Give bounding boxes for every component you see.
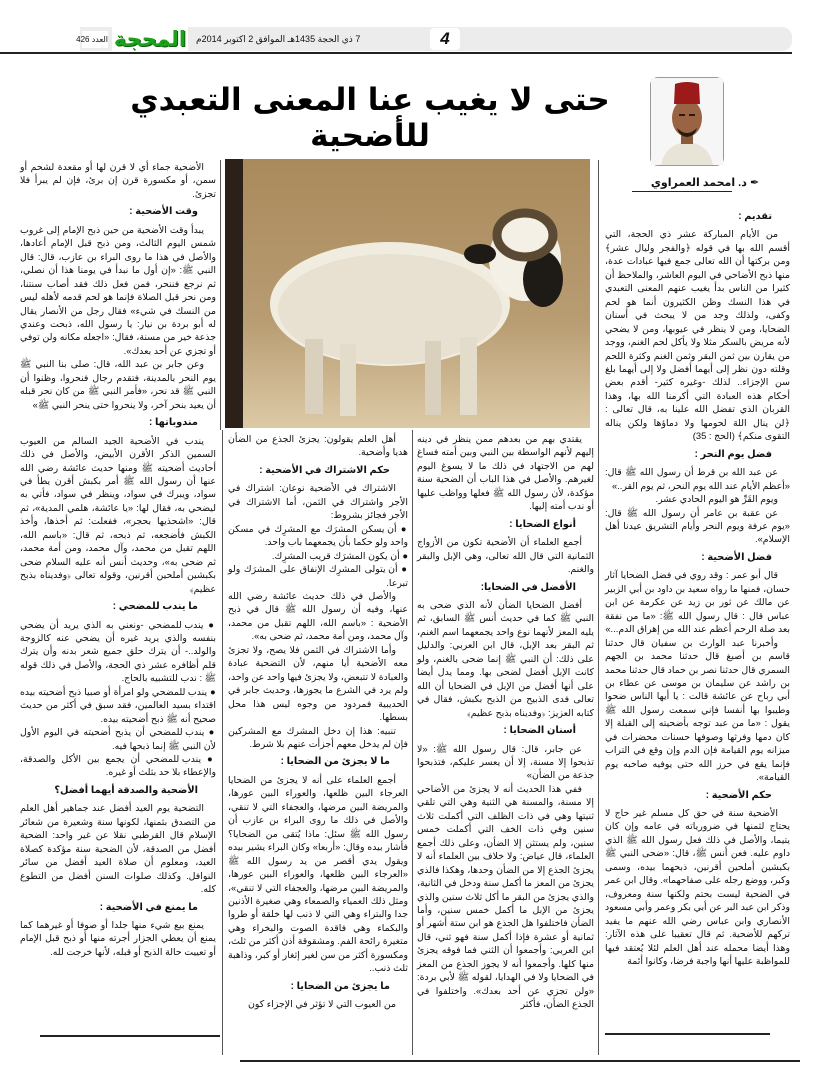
- paragraph: والأصل في ذلك حديث عائشة رضي الله عنها، وفيه أن رسول الله ﷺ قال في ذبح الأضحية : «باسم الله، اللهم تقبل من محمد، وآل محمد، ومن أمة محمد، ثم ضحى به».: [228, 589, 408, 642]
- paragraph: يبدأ وقت الأضحية من حين ذبح الإمام إلى غروب شمس اليوم الثالث، ومن ذبح قبل الإمام أعادها، والأصل في هذا ما روى البراء بن عازب، قال: قال النبي ﷺ: «إن أول ما نبدأ في يومنا هذا أن نصلي، ثم نرجع فننحر، فمن فعل ذلك فقد أصاب سنتنا، ومن نحر قبل الصلاة فإنما هو لحم قدمه لأهله ليس من النسك في شيء» فقال رجل من الأنصار يقال له أبو بردة بن نيار: يا رسول الله، ذبحت وعندي جذعة خير من مسنة، فقال: «اجعله مكانه ولن توفي أو تجزي عن أحد بعدك».: [20, 223, 216, 356]
- author-byline: [620, 176, 790, 189]
- paragraph: يندب في الأضحية الجيد السالم من العيوب السمين الذكر الأقرن الأبيض، والأصل في ذلك أحاديث أضحيته ﷺ ومنها حديث عائشة رضي الله عنها أن رسول الله ﷺ أمر بكبش أقرن يطأ في سواد، ويبرك في سواد، وينظر في سواد، فأتي به ليضحي به، فقال لها: «يا عائشة، هلمي المدية»، ثم قال: «اشحذيها بحجر»، ففعلت: ثم أخذها، وأخذ الكبش فأضجعه، ثم ذبحه، ثم قال: «باسم الله، اللهم تقبل من محمد، وآل محمد، ومن أمة محمد، ثم ضحى به»، وحديث أنس أنه عليه السلام ضحى بكبشين أملحين أقرنين، وقوله تعالى ﴿وفديناه بذبح عظيم﴾: [20, 434, 216, 594]
- section-heading: الأضحية والصدقة أيهما أفضل؟: [54, 784, 198, 796]
- section-heading: ما يجزئ من الضحايا :: [290, 980, 390, 992]
- section-heading: تقديم :: [738, 211, 772, 222]
- article-column-3: [228, 432, 408, 1052]
- paragraph: أفضل الضحايا الضأن لأنه الذي ضحى به النبي ﷺ كما في حديث أنس ﷺ السابق، ثم يليه المعز لأنهما نوع واحد يجمعهما اسم الغنم، ثم البقر بعد الإبل، قال ابن العربي: والدليل على ذلك: أن النبي ﷺ إنما ضحى بالغنم، ولو كانت الإبل أفضل لضحى بها. ومما يدل أيضا على أنها أفضل من الإبل في الضحايا أن الله تعالى فدى الذبيح من الذبح بكبش، فقال في كتابه العزيز: ﴿وفديناه بذبح عظيم﴾: [417, 598, 594, 718]
- section-heading: ما يندب للمضحي :: [112, 601, 198, 613]
- page-number: 4: [430, 28, 460, 50]
- paragraph: عن عبد الله بن قرط أن رسول الله ﷺ قال: «أعظم الأيام عند الله يوم النحر، ثم يوم القر..»: [605, 466, 790, 491]
- column-end-rule: [40, 1035, 220, 1037]
- section-heading: الأفضل في الضحايا:: [480, 581, 576, 593]
- article-title: حتى لا يغيب عنا المعنى التعبدي للأضحية: [130, 82, 610, 154]
- paragraph: وأما الاشتراك في الثمن فلا يصح، ولا تجزئ معه الأضحية أيا منهم، لأن التضحية عبادة والعبادة لا تتبعض، ولا يجزئ فيها واحد عن واحد، ولم يرد في الشرع ما يجوزها، وحديث جابر في الحديبية فمردود من وجوه ليس هذا محل بسطها.: [228, 643, 408, 723]
- paragraph: يقتدي بهم من بعدهم ممن ينظر في دينه إليهم لأنهم الواسطة بين النبي وبين أمته فساغ لهم من الاجتهاد في ذلك ما لا يسوغ اليوم لغيرهم. والأصل في هذا الباب أن الضحية سنة مؤكدة، لأن رسول الله ﷺ فعلها وواظب عليها أو ندب أمته إليها.: [417, 433, 594, 512]
- paragraph: قال أبو عمر : وقد روي في فضل الضحايا آثار حسان، فمنها ما رواه سعيد بن داود بن أبي الزبير عن مالك عن ثور بن زيد عن عكرمة عن ابن عباس قال : قال رسول الله ﷺ: «ما من نفقة بعد صلة الرحم أعظم عند الله من إهراق الدم...»: [605, 569, 790, 635]
- author-photo: [650, 77, 724, 166]
- paragraph: أهل العلم يقولون: يجزئ الجذع من الضأن هديا وأضحية.: [228, 433, 408, 458]
- paragraph: التضحية يوم العيد أفضل عند جماهير أهل العلم من التصدق بثمنها، لكونها سنة وشعيرة من شعائر الإسلام قال القرطبي نقلا عن غير واحد: الضحية أفضل من الصدقة، لأن الضحية سنة مؤكدة كصلاة العيد، ومعلوم أن صلاة العيد أفضل من سائر النوافل. وكذلك صلوات السنن أفضل من التطوع كله.: [20, 802, 216, 895]
- byline-underline: [632, 191, 732, 192]
- section-heading: مندوباتها :: [149, 417, 198, 429]
- header-divider: [0, 52, 792, 54]
- bullet-item: ● أن يسكن المشرَك مع المشرِك في مسكن واحد ولو حكما بأن يجمعهما باب واحد.: [228, 522, 408, 549]
- bullet-item: ● أن يتولى المشرِك الإنفاق على المشرَك ولو تبرعا.: [228, 562, 408, 589]
- bullet-item: ● يندب للمضحي ولو امرأة أو صبيا ذبح أضحيته بيده اقتداء بسيد العالمين، فقد سبق في أكثر من حديث صحيح أنه ﷺ ذبح أضحيته بيده.: [20, 685, 216, 725]
- paragraph: الأضحية جماء أي لا قرن لها أو مقعدة لشحم أو سمن، أو مكسورة قرن إن برئ، فإن لم يبرأ فلا تجزئ.: [20, 161, 216, 199]
- column-divider: [412, 430, 413, 1055]
- section-heading: أنواع الضحايا :: [509, 518, 576, 530]
- column-end-rule: [605, 1033, 770, 1035]
- section-heading: حكم الاشتراك في الأضحية :: [259, 464, 390, 476]
- sheep-photo: [225, 159, 590, 428]
- section-heading: فضل يوم النحر :: [694, 448, 772, 460]
- paragraph: وأخبرنا عبد الوارث بن سفيان قال حدثنا قاسم بن أصبغ قال حدثنا محمد بن الجهم السمري قال حدثنا نصر بن حماد قال حدثنا محمد بن راشد عن سليمان بن موسى عن عطاء بن أبي رباح عن عائشة قالت : يا أيها الناس ضحوا وطيبوا بها أنفسا فإني سمعت رسول الله ﷺ يقول : «ما من عبد توجه بأضحيته إلى القبلة إلا كان دمها وفرثها وصوفها حسنات محضرات في ميزانه يوم القيامة فإن الدم وإن وقع في التراب فإنما يقع في حرز الله حتى يوفيه صاحبه يوم القيامة».: [605, 636, 790, 783]
- section-heading: فضل الأضحية :: [701, 551, 772, 563]
- paragraph: الأضحية سنة في حق كل مسلم غير حاج لا يحتاج لثمنها في ضرورياته في عامه وإن كان يتيما، والأصل في ذلك فعل رسول الله ﷺ الذي داوم عليه. فعن أنس ﷺ، قال: «ضحى النبي ﷺ بكبشين أملحين أقرنين، ذبحهما بيده، وسمى وكبر، ووضع رجله على صفاحهما». وقال ابن عمر في الضحية ليست بحتم ولكنها سنة ومعروف، وذكر ابن عبد البر عن أبي بكر وعمر وأبي مسعود الأنصاري وابن عباس رضي الله عنهم ما يفيد تركهم للأضحية. ثم قال تعقيبا على هذه الآثار: وهذا أيضا محمله عند أهل العلم لئلا يُعتقد فيها للمواظبة عليها أنها واجبة فرضا، وكانوا أئمة: [605, 807, 790, 967]
- article-column-1: [605, 205, 790, 1045]
- paragraph: أجمع العلماء على أنه لا يجزئ من الضحايا العرجاء البين ظلعها، والعوراء البين عورها، والمريضة البين مرضها، والعجفاء التي لا تنقي، والأصل في ذلك ما روى البراء بن عازب أن رسول الله ﷺ سئل: ماذا يُتقى من الضحايا؟ فأشار بيده وقال: «أربعا» وكان البراء يشير بيده ويقول يدي أقصر من يد رسول الله ﷺ «العرجاء البين ظلعها، والعوراء البين عورها، والمريضة البين مرضها، والعجفاء التي لا تنقي»، ومثل ذلك العمياء والصمعاء وهي صغيرة الأذنين جدا والبتراء وهي التي لا ذنب لها خلقة أو طروا والبكماء وهي فاقدة الصوت والبخراء وهي متغيرة رائحة الفم. ومشقوقة أذن أكثر من ثلث، ومكسورة أكثر من سن لغير إثغار أو كبر، وذاهبة ثلث ذنب..: [228, 773, 408, 974]
- paragraph: تنبيه: هذا إن دخل المشرك مع المشركين فإن لم يدخل معهم أجزأت عنهم بلا شرط.: [228, 724, 408, 749]
- bullet-item: ● يندب للمضحي أن يذبح أضحيته في اليوم الأول لأن النبي ﷺ إنما ذبحها فيه.: [20, 725, 216, 752]
- paragraph: يمنع بيع شيء منها جلدا أو صوفا أو غيرهما كما يمنع أن يعطي الجزار أجرته منها أو ذبح قبل الإمام أو تعييت حالة الذبح أو قبله، لأنها خرجت لله.: [20, 919, 216, 957]
- issue-date: 7 ذي الحجة 1435هـ الموافق 2 اكتوبر 2014م: [196, 34, 361, 44]
- section-heading: أسنان الضحايا :: [503, 725, 576, 737]
- bullet-item: ● يندب للمضحي أن يجمع بين الأكل والصدقة، والإعطاء بلا حد بثلث أو غيره.: [20, 752, 216, 779]
- section-heading: ما لا يجزئ من الضحايا :: [280, 756, 390, 768]
- section-heading: ما يمنع في الأضحية :: [99, 901, 198, 913]
- bullet-item: ● أن يكون المشرَك قريب المشرِك.: [228, 549, 408, 562]
- section-heading: وقت الأضحية :: [129, 206, 198, 218]
- paragraph: ففي هذا الحديث أنه لا يجزئ من الأضاحي إلا مسنة، والمسنة هي الثنية وهي التي تلقي ثنيتها وهي في ذات الظلف التي أكملت ثلاث سنين وفي ذات الخف التي أكملت خمس سنين، ولم يستثن إلا الضأن، وعلى ذلك أجمع العلماء، قال عياض: ولا خلاف بين العلماء أنه لا يجزئ الجذع إلا من الضأن وحدها، وهكذا فالذي يجزئ من المعز ما أكمل سنة ودخل في الثانية، والذي يجزئ من البقر ما أكل ثلاث سنين والذي يجزئ من الإبل ما أكمل خمس سنين، وأما الضأن فاختلفوا هل الجذع هو ابن ستة أشهر أو ثمانية أو عشرة فإذا أكمل سنة فهو ثني، قال ابن العربي: وأجمعوا أن الثني فما فوقه يجزئ منها كلها. وأجمعوا أنه لا يجوز الجذع من المعز في الضحايا ولا في الهدايا، لقوله ﷺ لأبي بردة: «ولن تجزي عن أحد بعدك». واختلفوا في الجذع الضأن، فأكثر: [417, 782, 594, 1010]
- paragraph: أجمع العلماء أن الأضحية تكون من الأزواج الثمانية التي قال الله تعالى، وهي الإبل والبقر والغنم.: [417, 536, 594, 575]
- pen-icon: ✒: [746, 177, 760, 189]
- paragraph: عن عقبة بن عامر أن رسول الله ﷺ قال: «يوم عرفة ويوم النحر وأيام التشريق عيدنا أهل الإسلام».: [605, 506, 790, 545]
- article-column-4: [20, 160, 216, 1045]
- column-end-rule: [240, 1060, 800, 1062]
- paragraph: وعن جابر بن عبد الله، قال: صلى بنا النبي ﷺ يوم النحر بالمدينة، فتقدم رجال فنحروا، وظنوا أن النبي ﷺ قد نحر، «فأمر النبي ﷺ من كان نحر قبله أن يعيد بنحر آخر، ولا ينحروا حتى ينحر النبي ﷺ»: [20, 358, 216, 410]
- article-column-2: [417, 432, 594, 1052]
- paragraph: عن جابر، قال: قال رسول الله ﷺ: «لا تذبحوا إلا مسنة، إلا أن يعسر عليكم، فتذبحوا جذعة من الضأن»: [417, 742, 594, 781]
- issue-number: العدد 426: [82, 31, 108, 48]
- paragraph: الاشتراك في الأضحية نوعان: اشتراك في الأجر واشتراك في الثمن، أما الاشتراك في الأجر فجائز بشروط:: [228, 482, 408, 521]
- column-divider: [598, 160, 599, 1055]
- column-divider: [222, 430, 223, 1055]
- newspaper-logo: المحجة: [113, 27, 187, 51]
- paragraph: ويوم القَرِّ هو اليوم الحادي عشر.: [655, 493, 778, 505]
- bullet-item: ● يندب للمضحي -ونعني به الذي يريد أن يضحي بنفسه والذي يريد غيره أن يضحي عنه كالزوجة والولد..- أن يترك حلق جميع شعر بدنه وأن يترك قلم أظافره عشر ذي الحجة، والأصل في ذلك قوله ﷺ : ندب للتشبيه بالحاج.: [20, 618, 216, 685]
- paragraph: من الأيام المباركة عشر ذي الحجة، التي أقسم الله بها في قوله ﴿والفجر وليال عشر﴾ ومن بركتها أن الله تعالى جمع فيها عبادات عدة، منها ذبح الأضاحي في اليوم العاشر، والملاحظ أن كثيرا من الناس بدأ يغيب عنهم المعنى التعبدي في هذا النسك وظن الكثيرون أنما هو لحم وكفى، ولذلك وجد من لا يبحث في أسنان الضحايا، ومن لا ينظر في عيوبها، ومن لا يضحي لأنه مريض بالسكر مثلا ولا يأكل لحم الغنم، ووجد من يقارن بين ثمن البقر وثمن الغنم وكثرة اللحم وقلته دون نظر إلى أيهما أفضل ولا إلى أيهما بلغ سن الإجزاء.. لذلك -وغيره كثير- أقدم بعض أحكام هذه العبادة التي أكرمنا الله بها، وهذا القربان الذي تفضل الله علينا به، قال تعالى : ﴿لن ينال اللهَ لحومها ولا دماؤها ولكن يناله التقوى منكم﴾ (الحج : 35): [605, 228, 790, 442]
- section-heading: حكم الأضحية :: [705, 789, 772, 801]
- paragraph: من العيوب التي لا تؤثر في الإجزاء كون: [248, 998, 396, 1010]
- author-name: د. امحمد العمراوي: [650, 177, 747, 189]
- column-divider: [220, 160, 221, 430]
